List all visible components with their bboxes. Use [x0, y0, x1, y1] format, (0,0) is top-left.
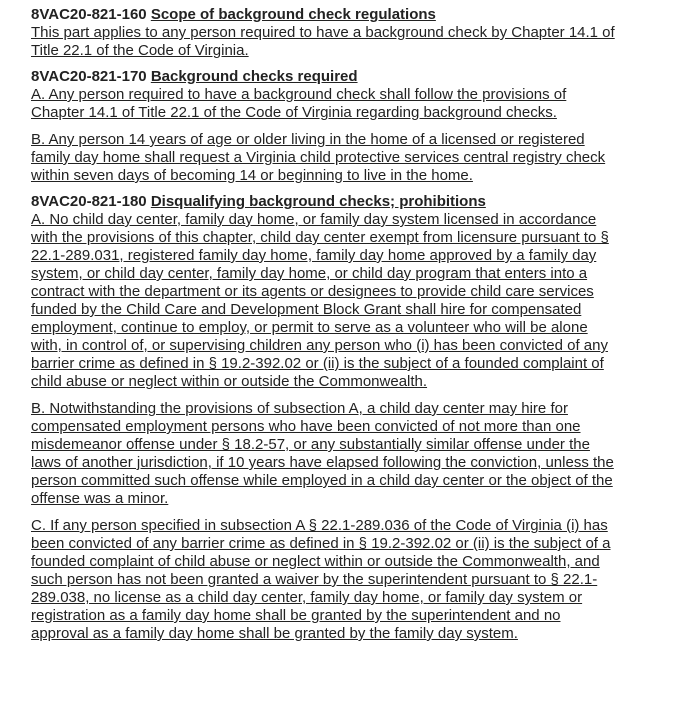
section-heading: [31, 68, 665, 86]
section-title-link[interactable]: Disqualifying background checks; prohibitions: [150, 193, 486, 210]
section-180: [31, 193, 665, 643]
section-code: 8VAC20-821-180: [31, 193, 147, 210]
section-code: 8VAC20-821-170: [31, 68, 147, 85]
section-heading: [31, 193, 665, 211]
section-160: [31, 6, 665, 60]
section-paragraph: This part applies to any person required to have a background check by Chapter 14.1 of Title 22.1 of the Code of Virginia.: [31, 24, 615, 59]
section-paragraph: C. If any person specified in subsection A § 22.1-289.036 of the Code of Virginia (i) has been convicted of any barrier crime as defined in § 19.2-392.02 or (ii) is the subject of a founded complaint of child abuse or neglect within or outside the Commonwealth, and such person has not been granted a waiver by the superintendent pursuant to § 22.1-289.038, no license as a child day center, family day home, or family day system or registration as a family day home shall be granted by the superintendent and no approval as a family day home shall be granted by the family day system.: [31, 517, 611, 642]
section-paragraph: A. Any person required to have a background check shall follow the provisions of Chapter 14.1 of Title 22.1 of the Code of Virginia regarding background checks.: [31, 86, 567, 121]
section-paragraph: B. Any person 14 years of age or older living in the home of a licensed or registered family day home shall request a Virginia child protective services central registry check within seven days of becoming 14 or beginning to live in the home.: [31, 131, 606, 184]
section-170: [31, 68, 665, 185]
section-paragraph: B. Notwithstanding the provisions of subsection A, a child day center may hire for compensated employment persons who have been convicted of not more than one misdemeanor offense under § 18.2-57, or any substantially similar offense under the laws of another jurisdiction, if 10 years have elapsed following the conviction, unless the person committed such offense while employed in a child day center or the object of the offense was a minor.: [31, 400, 614, 507]
section-title-link[interactable]: Scope of background check regulations: [150, 6, 436, 23]
section-paragraph: A. No child day center, family day home, or family day system licensed in accordance with the provisions of this chapter, child day center exempt from licensure pursuant to § 22.1-289.031, registered family day home, family day home approved by a family day system, or child day center, family day home, or child day program that enters into a contract with the department or its agents or designees to provide child care services funded by the Child Care and Development Block Grant shall hire for compensated employment, continue to employ, or permit to serve as a volunteer who will be alone with, in control of, or supervising children any person who (i) has been convicted of any barrier crime as defined in § 19.2-392.02 or (ii) is the subject of a founded complaint of child abuse or neglect within or outside the Commonwealth.: [31, 211, 609, 390]
section-heading: [31, 6, 665, 24]
section-title-link[interactable]: Background checks required: [150, 68, 358, 85]
section-code: 8VAC20-821-160: [31, 6, 147, 23]
